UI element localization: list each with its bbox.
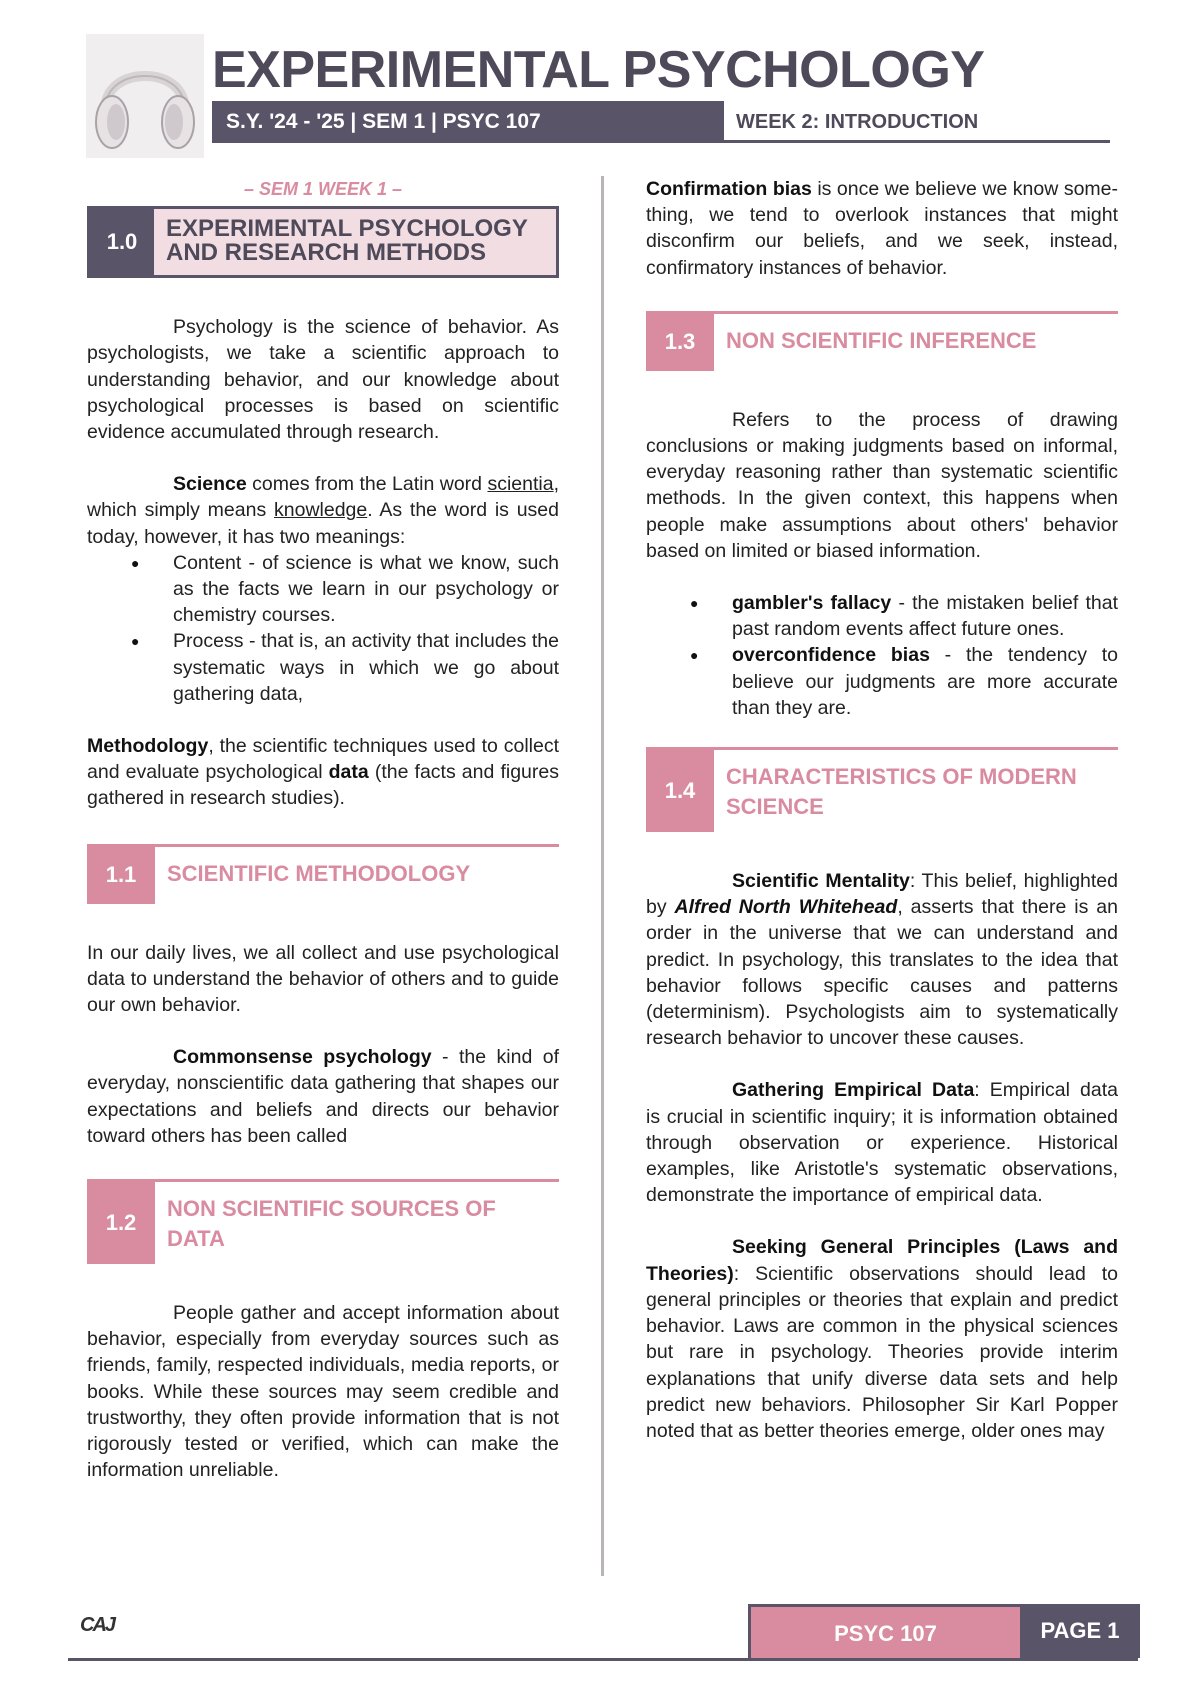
footer-logo: CAJ	[80, 1614, 115, 1636]
section-title-line: NON SCIENTIFIC SOURCES OF	[167, 1196, 496, 1222]
headphones-icon	[86, 34, 204, 158]
section-number: 1.1	[87, 847, 155, 904]
section-number: 1.2	[87, 1182, 155, 1264]
list-item: ● Content - of science is what we know, such as the facts we learn in our psychology or chemistry courses.	[173, 550, 559, 629]
course-info-bar: S.Y. '24 - '25 | SEM 1 | PSYC 107	[212, 101, 724, 143]
week-label: WEEK 2: INTRODUCTION	[724, 101, 1110, 143]
paragraph: People gather and accept information about behavior, especially from everyday sources such as friends, family, respected individuals, media reports, or books. While these sources may seem credible and trustworthy, they often provide information that is not rigorously tested or verified, which can make the information unreliable.	[87, 1302, 559, 1482]
section-1-4-header	[646, 747, 1118, 832]
paragraph: Gathering Empirical Data: Empirical data is crucial in scientific inquiry; it is information obtained through observation or experience. Historical examples, like Aristotle's systematic observations, demonstrate the importance of empirical data.	[646, 1079, 1118, 1207]
column-divider	[601, 176, 604, 1576]
sem-week-label: – SEM 1 WEEK 1 –	[243, 179, 403, 199]
right-column	[646, 176, 1118, 1444]
paragraph: Commonsense psychology - the kind of everyday, nonscientific data gathering that shapes our expectations and beliefs and directs our behavior toward others has been called	[87, 1046, 560, 1147]
section-1-3-header	[646, 311, 1118, 371]
document-title: EXPERIMENTAL PSYCHOLOGY	[212, 41, 985, 99]
paragraph: Scientific Mentality: This belief, highlighted by Alfred North Whitehead, asserts that there is an order in the universe that we can understand and predict. In psychology, this translates to the idea that behavior follows specific causes and patterns (determinism). Psychologists aim to systematically research behavior to uncover these causes.	[646, 870, 1118, 1050]
section-1-0-header	[87, 206, 559, 278]
section-1-1-header	[87, 844, 559, 904]
section-title-line: CHARACTERISTICS OF MODERN	[726, 764, 1077, 790]
section-number: 1.4	[646, 750, 714, 832]
bullet-list	[646, 590, 1118, 721]
left-column	[87, 176, 559, 1484]
section-title	[155, 1182, 496, 1264]
paragraph: Confirmation bias is once we believe we know some-thing, we tend to overlook instances that might disconfirm our beliefs, and we seek, instead, confirmatory instances of behavior.	[646, 178, 1119, 279]
section-title: NON SCIENTIFIC INFERENCE	[726, 327, 1037, 353]
footer-divider	[68, 1658, 1138, 1661]
paragraph: Methodology, the scientific techniques used to collect and evaluate psychological data (the facts and figures gathered in research studies).	[87, 735, 559, 810]
paragraph: Science comes from the Latin word scientia, which simply means knowledge. As the word is used today, however, it has two meanings:	[87, 473, 559, 548]
section-title-line: SCIENCE	[726, 794, 824, 820]
headphones-logo	[86, 34, 204, 158]
section-title	[154, 209, 528, 275]
footer-course-label: PSYC 107	[748, 1604, 1020, 1658]
section-title: SCIENTIFIC METHODOLOGY	[167, 860, 471, 886]
section-title-line: AND RESEARCH METHODS	[166, 239, 487, 267]
section-number: 1.3	[646, 314, 714, 371]
list-item: ● overconfidence bias - the tendency to believe our judgments are more accurate than they are.	[732, 642, 1118, 721]
paragraph: Psychology is the science of behavior. As psychologists, we take a scientific approach to understanding behavior, and our knowledge about psychological processes is based on scientific evidence accumulated through research.	[87, 316, 559, 444]
bullet-list	[87, 550, 559, 707]
paragraph: In our daily lives, we all collect and use psychological data to understand the behavior of others and to guide our own behavior.	[87, 941, 559, 1017]
section-title-line: DATA	[167, 1226, 225, 1252]
section-title	[714, 750, 1077, 832]
section-title-line: EXPERIMENTAL PSYCHOLOGY	[166, 215, 528, 243]
section-1-2-header	[87, 1179, 559, 1264]
paragraph: Refers to the process of drawing conclusions or making judgments based on informal, everyday reasoning rather than systematic scientific methods. In the given context, this happens when people make assumptions about others' behavior based on limited or biased information.	[646, 408, 1118, 562]
paragraph: Seeking General Principles (Laws and Theories): Scientific observations should lead to general principles or theories that explain and predict behavior. Laws are common in the physical sciences but rare in psychology. Theories provide interim explanations that unify diverse data sets and help predict new behaviors. Philosopher Sir Karl Popper noted that as better theories emerge, older ones may	[646, 1236, 1118, 1442]
list-item: ● Process - that is, an activity that includes the systematic ways in which we go about gathering data,	[173, 628, 559, 707]
section-number: 1.0	[90, 209, 154, 275]
footer-page-number: PAGE 1	[1020, 1604, 1140, 1658]
list-item: ● gambler's fallacy - the mistaken belief that past random events affect future ones.	[732, 590, 1118, 642]
